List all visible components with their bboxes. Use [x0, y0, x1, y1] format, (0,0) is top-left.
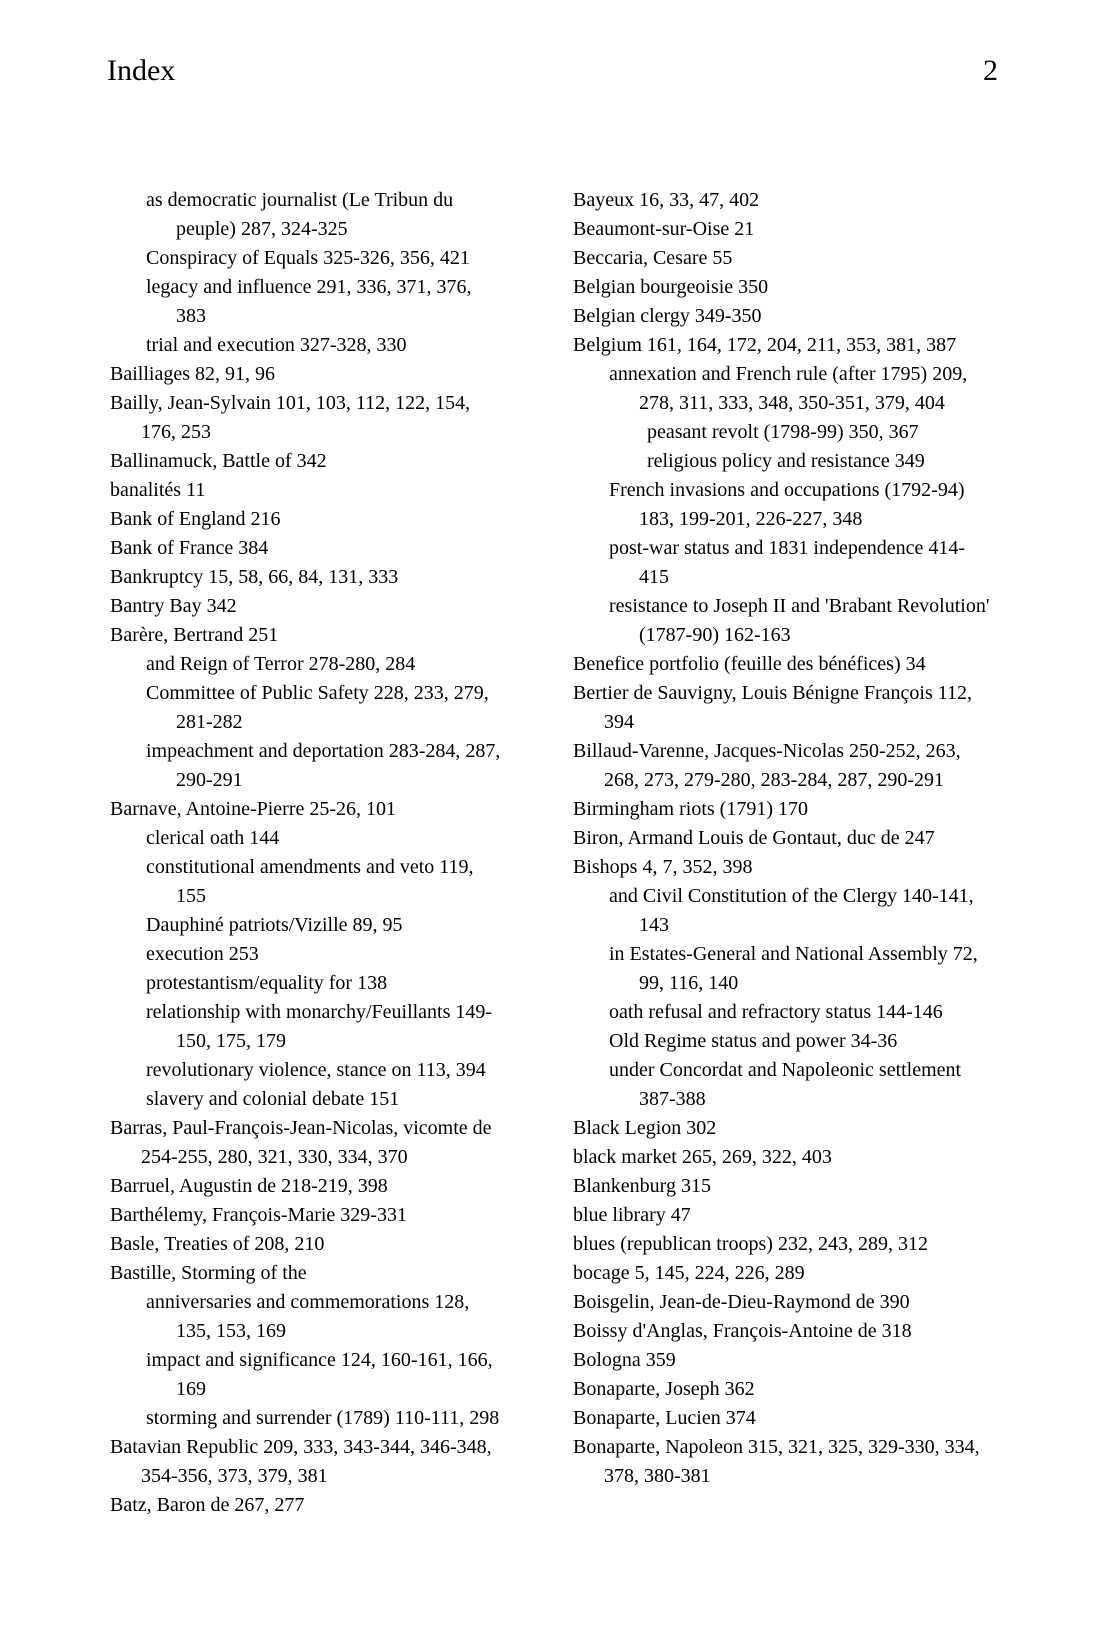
index-entry: banalités 11 [110, 479, 206, 501]
index-entry: French invasions and occupations (1792-94) 183, 199-201, 226-227, 348 [609, 479, 965, 530]
index-entry: Billaud-Varenne, Jacques-Nicolas 250-252, 263, 268, 273, 279-280, 283-284, 287, 290-291 [573, 740, 961, 791]
index-entry: Barruel, Augustin de 218-219, 398 [110, 1175, 388, 1197]
index-entry: Bishops 4, 7, 352, 398 [573, 856, 753, 878]
index-entry: Bastille, Storming of the [110, 1262, 307, 1284]
index-entry: Beccaria, Cesare 55 [573, 247, 733, 269]
index-entry: bocage 5, 145, 224, 226, 289 [573, 1262, 805, 1284]
page-title: Index [107, 54, 176, 87]
index-entry: peasant revolt (1798-99) 350, 367 [647, 421, 919, 443]
index-entry: Bonaparte, Joseph 362 [573, 1378, 755, 1400]
index-entry: Ballinamuck, Battle of 342 [110, 450, 327, 472]
index-entry: constitutional amendments and veto 119, 155 [146, 856, 474, 907]
index-column-right [573, 186, 993, 1491]
index-entry: Bank of England 216 [110, 508, 281, 530]
index-entry: Black Legion 302 [573, 1117, 717, 1139]
index-entry: Basle, Treaties of 208, 210 [110, 1233, 325, 1255]
index-entry: Bankruptcy 15, 58, 66, 84, 131, 333 [110, 566, 399, 588]
index-entry: legacy and influence 291, 336, 371, 376, 383 [146, 276, 472, 327]
index-entry: slavery and colonial debate 151 [146, 1088, 400, 1110]
index-entry: execution 253 [146, 943, 259, 965]
index-entry: impeachment and deportation 283-284, 287, 290-291 [146, 740, 501, 791]
index-entry: anniversaries and commemorations 128, 135, 153, 169 [146, 1291, 470, 1342]
index-entry: in Estates-General and National Assembly 72, 99, 116, 140 [609, 943, 978, 994]
index-entry: trial and execution 327-328, 330 [146, 334, 407, 356]
index-entry: Beaumont-sur-Oise 21 [573, 218, 755, 240]
index-entry: under Concordat and Napoleonic settlement 387-388 [609, 1059, 962, 1110]
index-entry: impact and significance 124, 160-161, 166, 169 [146, 1349, 493, 1400]
index-entry: relationship with monarchy/Feuillants 149-150, 175, 179 [146, 1001, 493, 1052]
index-entry: protestantism/equality for 138 [146, 972, 388, 994]
index-entry: Old Regime status and power 34-36 [609, 1030, 898, 1052]
page-number: 2 [983, 54, 998, 87]
index-entry: Boisgelin, Jean-de-Dieu-Raymond de 390 [573, 1291, 910, 1313]
index-entry: Bologna 359 [573, 1349, 676, 1371]
index-entry: Dauphiné patriots/Vizille 89, 95 [146, 914, 403, 936]
index-entry: Batz, Baron de 267, 277 [110, 1494, 305, 1516]
index-entry: Biron, Armand Louis de Gontaut, duc de 247 [573, 827, 935, 849]
index-entry: Barras, Paul-François-Jean-Nicolas, vicomte de 254-255, 280, 321, 330, 334, 370 [110, 1117, 492, 1168]
index-entry: Bertier de Sauvigny, Louis Bénigne François 112, 394 [573, 682, 973, 733]
index-entry: oath refusal and refractory status 144-146 [609, 1001, 943, 1023]
index-entry: blues (republican troops) 232, 243, 289, 312 [573, 1233, 928, 1255]
index-entry: religious policy and resistance 349 [647, 450, 925, 472]
index-entry: Conspiracy of Equals 325-326, 356, 421 [146, 247, 470, 269]
index-entry: blue library 47 [573, 1204, 691, 1226]
index-entry: Blankenburg 315 [573, 1175, 711, 1197]
index-entry: Birmingham riots (1791) 170 [573, 798, 808, 820]
index-entry: and Reign of Terror 278-280, 284 [146, 653, 416, 675]
index-entry: clerical oath 144 [146, 827, 280, 849]
index-entry: Bailly, Jean-Sylvain 101, 103, 112, 122, 154, 176, 253 [110, 392, 471, 443]
index-entry: Bailliages 82, 91, 96 [110, 363, 275, 385]
index-entry: revolutionary violence, stance on 113, 394 [146, 1059, 486, 1081]
index-entry: black market 265, 269, 322, 403 [573, 1146, 832, 1168]
index-entry: annexation and French rule (after 1795) 209, 278, 311, 333, 348, 350-351, 379, 404 [609, 363, 968, 414]
index-entry: Barthélemy, François-Marie 329-331 [110, 1204, 407, 1226]
index-entry: Bonaparte, Lucien 374 [573, 1407, 756, 1429]
index-entry: Barnave, Antoine-Pierre 25-26, 101 [110, 798, 397, 820]
index-entry: Belgian bourgeoisie 350 [573, 276, 769, 298]
index-entry: post-war status and 1831 independence 414-415 [609, 537, 966, 588]
index-entry: as democratic journalist (Le Tribun du peuple) 287, 324-325 [146, 189, 454, 240]
index-entry: Bayeux 16, 33, 47, 402 [573, 189, 760, 211]
index-entry: Barère, Bertrand 251 [110, 624, 279, 646]
index-entry: and Civil Constitution of the Clergy 140-141, 143 [609, 885, 974, 936]
index-entry: resistance to Joseph II and 'Brabant Revolution' (1787-90) 162-163 [609, 595, 990, 646]
index-entry: Bantry Bay 342 [110, 595, 237, 617]
index-entry: Batavian Republic 209, 333, 343-344, 346-348, 354-356, 373, 379, 381 [110, 1436, 492, 1487]
index-column-left [110, 186, 502, 1520]
index-entry: Bonaparte, Napoleon 315, 321, 325, 329-330, 334, 378, 380-381 [573, 1436, 980, 1487]
index-entry: Belgian clergy 349-350 [573, 305, 762, 327]
index-entry: Belgium 161, 164, 172, 204, 211, 353, 381, 387 [573, 334, 957, 356]
index-entry: Committee of Public Safety 228, 233, 279, 281-282 [146, 682, 489, 733]
index-entry: Boissy d'Anglas, François-Antoine de 318 [573, 1320, 912, 1342]
index-entry: Benefice portfolio (feuille des bénéfices) 34 [573, 653, 926, 675]
index-entry: Bank of France 384 [110, 537, 269, 559]
index-entry: storming and surrender (1789) 110-111, 298 [146, 1407, 500, 1429]
